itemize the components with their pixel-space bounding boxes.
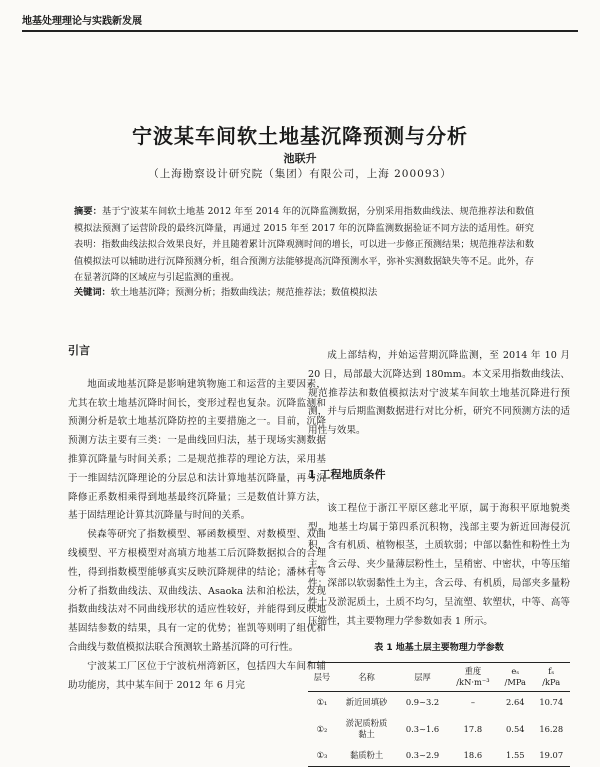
intro-paragraph-2: 侯森等研究了指数模型、幂函数模型、对数模型、双曲线模型、平方根模型对高填方地基工后沉降数据拟合的合理性，得到指数模型能够真实反映沉降规律的结论；潘林有等分析了指数曲线法、双曲线法、Asaoka 法和泊松法，发现指数曲线法对不同曲线形状的适应性较好，并能得到反映地基固结参数的结果，具有一定的优势；崔凯等则明了组优和合曲线与数值模拟法联合预测软土路基沉降的可行性。: [68, 529, 326, 653]
paper-title: 宁波某车间软土地基沉降预测与分析: [132, 124, 468, 148]
table-cell: 18.6: [448, 745, 498, 767]
table-cell: 淤泥质粉质 黏土: [345, 718, 388, 740]
keywords-label: 关键词：: [74, 287, 111, 298]
table-header-cell: 重度 /kN·m⁻³: [448, 663, 498, 692]
author-affiliation: （上海勘察设计研究院（集团）有限公司，上海 200093）: [148, 168, 452, 180]
keywords: [74, 286, 534, 300]
paper-author: 池联升: [283, 152, 317, 165]
table-cell: 0.3~1.6: [405, 723, 440, 734]
keywords-text: 软土地基沉降；预测分析；指数曲线法；规范推荐法；数值模拟法: [110, 287, 378, 298]
table-cell: 新近回填砂: [345, 697, 388, 708]
table-cell: 16.28: [539, 723, 564, 734]
table-header-cell: 层号: [308, 663, 336, 692]
right-column: [308, 347, 570, 767]
table-cell: 1.55: [498, 745, 532, 767]
table-row: [308, 745, 570, 767]
abstract-label: 摘要：: [74, 206, 102, 217]
table-cell: ①₃: [308, 745, 336, 767]
table-cell: 2.64: [506, 697, 525, 708]
table-header-cell: 名称: [336, 663, 397, 692]
table-cell: –: [470, 697, 475, 708]
table-header-cell: eₛ /MPa: [498, 663, 532, 692]
table-cell: ①₁: [316, 697, 328, 708]
soil-properties-table: [308, 662, 570, 767]
geology-paragraph: 该工程位于浙江平原区慈北平原，属于海积平原地貌类型。地基土均属于第四系沉积物，浅部主要为新近回海侵沉积，含有机质、植物根茎，土质软弱；中部以黏性和粉性土为主，含云母、夹少量薄层粉性土，呈稍密、中密状，中等压缩性；深部以软弱黏性土为主，含云母、有机质，局部夹多量粉性土及淤泥质土，土质不均匀，呈流塑、软塑状，中等、高等压缩性，其主要物理力学参数如表 1 所示。: [308, 502, 570, 627]
table-row: [308, 713, 570, 745]
table-cell: 17.8: [463, 723, 483, 734]
table-header-cell: fₛ /kPa: [532, 663, 570, 692]
table-cell: 0.54: [506, 723, 525, 734]
table-cell: 0.3~2.9: [397, 745, 447, 767]
abstract: [74, 204, 534, 287]
section-title-intro: 引言: [68, 344, 90, 357]
intro-paragraph-1: 地面或地基沉降是影响建筑物施工和运营的主要因素，尤其在软土地基沉降时间长，变形过程也复杂。沉降监测和预测分析是软土地基沉降防控的主要措施之一。目前，沉降预测方法主要有三类：一是曲线回归法，基于现场实测数据推算沉降量与时间关系；二是规范推荐的理论方法，采用基于一维固结沉降理论的分层总和法计算地基沉降量，再与沉降修正系数相乘得到地基最终沉降量；三是数值计算方法，基于固结理论计算其沉降量与时间的关系。: [68, 378, 326, 522]
table-header-cell: 层厚: [397, 663, 447, 692]
abstract-text: 基于宁波某车间软土地基 2012 年至 2014 年的沉降监测数据，分别采用指数曲线法、规范推荐法和数值模拟法预测了运营阶段的最终沉降量，再通过 2015 年至 2017 年的沉降监测数据验证不同方法的适用性。研究表明：指数曲线法拟合效果良好，并且随着累计沉降观测时间的增长，可以进一步修正预测结果；规范推荐法和数值模拟法可以辅助进行沉降预测分析，组合预测方法能够提高沉降预测水平，弥补实测数据缺失等不足。此外，存在显著沉降的区域应与引起监测的重视。: [74, 206, 535, 284]
section-title-geology: 1 工程地质条件: [308, 467, 386, 481]
table-caption: 表 1 地基土层主要物理力学参数: [374, 643, 504, 654]
table-header-row: [308, 663, 570, 692]
table-cell: 黏质粉土: [336, 745, 397, 767]
intro-continuation: 成上部结构，并始运营期沉降监测，至 2014 年 10 月 20 日，局部最大沉降达到 180mm。本文采用指数曲线法、规范推荐法和数值模拟法对宁波某车间软土地基沉降进行预测，并与后期监测数据进行对比分析，研究不同预测方法的适用性与效果。: [308, 350, 570, 437]
table-row: [308, 692, 570, 714]
table-cell: ①₂: [316, 723, 328, 734]
journal-header: [22, 12, 578, 32]
table-cell: 0.9~3.2: [405, 697, 440, 708]
left-column: [68, 342, 326, 695]
journal-name: 地基处理理论与实践新发展: [22, 16, 142, 27]
table-cell: 10.74: [539, 697, 564, 708]
table-cell: 19.07: [532, 745, 570, 767]
intro-paragraph-3: 宁波某工厂区位于宁波杭州湾新区，包括四大车间和辅助功能房，其中某车间于 2012 年 6 月完: [68, 660, 326, 691]
